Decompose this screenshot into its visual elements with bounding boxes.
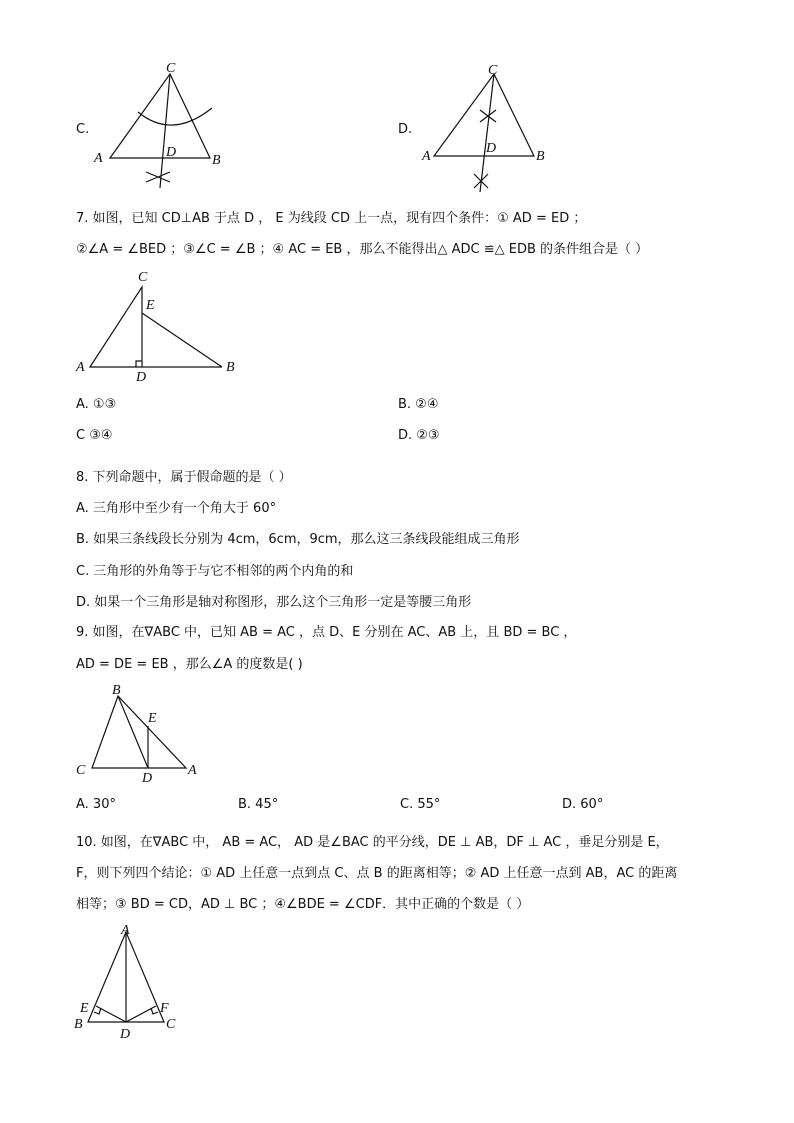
q6c-label-b: B [212, 153, 221, 168]
q10-figure [72, 920, 192, 1045]
q6c-median [160, 74, 170, 188]
q7-label-b: B [226, 360, 235, 375]
q9-figure [72, 680, 212, 785]
q7-label-c: C [138, 270, 148, 285]
q6-figure-c [90, 60, 230, 190]
q6c-label-d: D [166, 145, 177, 160]
q10-label-c: C [166, 1017, 176, 1032]
q7-triangle-acd [90, 287, 142, 367]
q10-stem-line1: 10. 如图，在∇ABC 中， AB = AC， AD 是∠BAC 的平分线，DE ⊥ AB，DF ⊥ AC ，垂足分别是 E， [76, 835, 669, 850]
q9-label-a: A [188, 763, 197, 778]
q6-figure-d [420, 60, 560, 200]
q7-option-a: A. ①③ [76, 397, 117, 412]
q6d-label-b: B [536, 149, 545, 164]
q7-stem-line1: 7. 如图，已知 CD⊥AB 于点 D ， E 为线段 CD 上一点，现有四个条件：① AD = ED ； [76, 211, 587, 226]
q8-stem: 8. 下列命题中，属于假命题的是（ ） [76, 470, 292, 485]
q6d-triangle [434, 74, 534, 156]
q7-option-d: D. ②③ [398, 428, 440, 443]
q7-label-a: A [76, 360, 85, 375]
q6c-label-c: C [166, 61, 176, 76]
q9-label-d: D [142, 771, 153, 785]
q9-option-b: B. 45° [238, 797, 279, 812]
q6d-label-c: C [488, 63, 498, 78]
q10-label-d: D [120, 1027, 131, 1042]
q10-stem-line3: 相等；③ BD = CD，AD ⊥ BC ；④∠BDE = ∠CDF．其中正确的个数是（ ） [76, 897, 530, 912]
q7-figure [70, 265, 250, 385]
q7-option-b: B. ②④ [398, 397, 439, 412]
q10-right-angle-f [151, 1008, 158, 1014]
q9-label-c: C [76, 763, 86, 778]
q6c-arc [138, 108, 212, 125]
q9-option-d: D. 60° [562, 797, 604, 812]
q6c-triangle [110, 74, 210, 158]
q8-option-b: B. 如果三条线段长分别为 4cm，6cm，9cm，那么这三条线段能组成三角形 [76, 532, 520, 547]
q10-label-a: A [121, 923, 130, 938]
q10-label-b: B [74, 1017, 83, 1032]
q9-label-b: B [112, 683, 121, 698]
q10-right-angle-e [94, 1008, 101, 1014]
q8-option-d: D. 如果一个三角形是轴对称图形，那么这个三角形一定是等腰三角形 [76, 595, 472, 610]
q7-label-e: E [146, 298, 155, 313]
q9-segment-bd [118, 696, 148, 768]
q10-stem-line2: F，则下列四个结论：① AD 上任意一点到点 C、点 B 的距离相等；② AD 上任意一点到 AB，AC 的距离 [76, 866, 678, 881]
q6c-label-a: A [94, 151, 103, 166]
q10-label-f: F [160, 1001, 169, 1016]
q8-option-a: A. 三角形中至少有一个角大于 60° [76, 501, 277, 516]
q10-label-e: E [80, 1001, 89, 1016]
q9-label-e: E [148, 711, 157, 726]
q7-label-d: D [136, 370, 147, 385]
q7-stem-line2: ②∠A = ∠BED ；③∠C = ∠B ；④ AC = EB ，那么不能得出△ ADC ≌△ EDB 的条件组合是（ ） [76, 242, 649, 257]
q7-option-c: C ③④ [76, 428, 113, 443]
q6d-label-d: D [486, 141, 497, 156]
q6-option-c-label: C. [76, 122, 90, 137]
q7-right-angle-mark [136, 361, 142, 367]
q6-option-d-label: D. [398, 122, 413, 137]
q9-option-a: A. 30° [76, 797, 116, 812]
q8-option-c: C. 三角形的外角等于与它不相邻的两个内角的和 [76, 564, 354, 579]
q9-triangle-abc [92, 696, 186, 768]
q9-stem-line2: AD = DE = EB ，那么∠A 的度数是( ) [76, 657, 303, 672]
q7-segment-eb [142, 313, 222, 367]
q6d-label-a: A [422, 149, 431, 164]
q9-option-c: C. 55° [400, 797, 441, 812]
q9-stem-line1: 9. 如图，在∇ABC 中，已知 AB = AC ，点 D、E 分别在 AC、AB 上，且 BD = BC ， [76, 625, 577, 640]
